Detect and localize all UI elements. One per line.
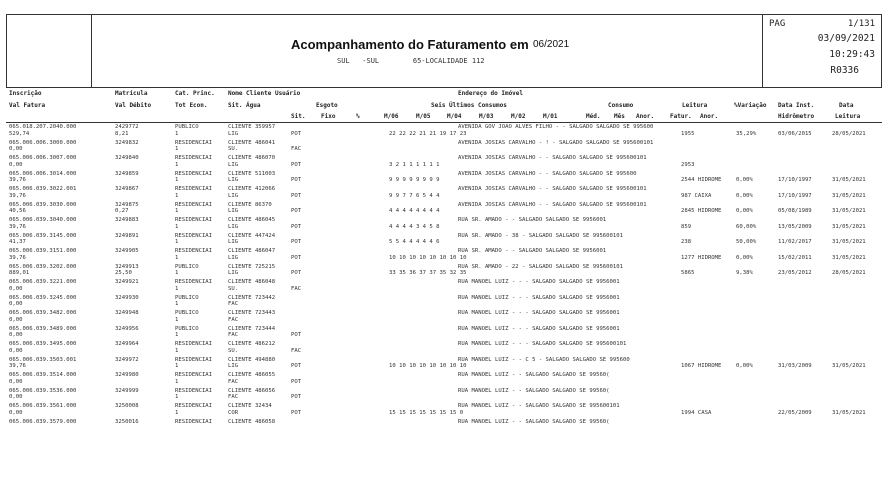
cell-cat: RESIDENCIAI <box>175 232 213 239</box>
col-tot-econ: Tot Econ. <box>175 102 208 109</box>
cell-end: RUA MANOEL LUIZ - - C 5 - SALGADO SALGADO SE 995600 <box>458 356 630 363</box>
cell-leit: 238 <box>681 239 692 245</box>
cell-cat: RESIDENCIAI <box>175 186 213 192</box>
cell-agua: FAC <box>228 316 239 323</box>
cell-cat: RESIDENCIAI <box>175 139 213 146</box>
cell-dleit: 31/05/2021 <box>832 254 866 261</box>
table-row <box>6 201 882 217</box>
col-leitura2: Leitura <box>835 113 861 120</box>
cell-nome: CLIENTE 494880 <box>228 356 276 363</box>
cell-fat: 41,37 <box>9 239 26 245</box>
cell-fat: 40,56 <box>9 208 26 214</box>
cell-esg: POT <box>291 161 302 168</box>
cell-end: RUA SR. AMADO - 22 - SALGADO SALGADO SE 995600101 <box>458 263 624 270</box>
cell-dinst: 31/03/2009 <box>778 363 812 369</box>
cell-insc: 065.006.039.3495.000 <box>9 341 77 347</box>
cell-fat: 0,00 <box>9 285 23 292</box>
cell-insc: 065.006.039.3245.000 <box>9 294 77 301</box>
table-row <box>6 216 882 232</box>
cell-cat: RESIDENCIAI <box>175 201 213 208</box>
cell-esg: POT <box>291 394 302 400</box>
cell-mat: 3249875 <box>115 201 139 208</box>
cell-cat: RESIDENCIAI <box>175 155 213 161</box>
cell-agua: SU. <box>228 146 239 152</box>
cell-cat: RESIDENCIAI <box>175 356 213 363</box>
cell-leit: 1994 CASA <box>681 409 712 416</box>
cell-dleit: 31/05/2021 <box>832 239 866 245</box>
cell-nome: CLIENTE 486212 <box>228 341 276 347</box>
cell-mat: 3250016 <box>115 418 139 425</box>
cell-mat: 3249930 <box>115 294 139 301</box>
cell-econ: 1 <box>175 316 179 323</box>
report-code: R0336 <box>830 65 859 76</box>
cell-agua: LIG <box>228 208 239 214</box>
cell-esg: POT <box>291 378 302 385</box>
col-consumo: Consumo <box>608 102 634 109</box>
cell-mat: 3249891 <box>115 232 139 239</box>
col-fixo: Fixo <box>321 113 336 120</box>
report-date: 03/09/2021 <box>817 33 875 44</box>
cell-nome: CLIENTE 723444 <box>228 325 276 332</box>
cell-agua: LIG <box>228 270 239 276</box>
cell-nome: CLIENTE 511003 <box>228 170 276 177</box>
table-row <box>6 139 882 155</box>
cell-leit: 2953 <box>681 161 695 168</box>
cell-end: RUA MANOEL LUIZ - - SALGADO SALGADO SE 99560( <box>458 418 610 425</box>
cell-cat: RESIDENCIAI <box>175 341 213 347</box>
cell-cons: 4 4 4 4 4 4 4 4 <box>389 208 440 214</box>
col-data-inst: Data Inst. <box>778 102 815 109</box>
report-time: 10:29:43 <box>829 49 875 60</box>
cell-end: AVENIDA JOSIAS CARVALHO - - SALGADO SALGADO SE 995600 <box>458 170 637 177</box>
cell-nome: CLIENTE 359957 <box>228 124 276 130</box>
cell-agua: LIG <box>228 363 239 369</box>
cell-cons: 9 9 9 9 9 9 9 9 <box>389 177 440 183</box>
cell-leit: 987 CAIXA <box>681 192 712 199</box>
cell-nome: CLIENTE 486047 <box>228 248 276 254</box>
cell-leit: 1955 <box>681 130 695 137</box>
cell-econ: 1 <box>175 208 179 214</box>
cell-agua: FAC <box>228 332 239 338</box>
cell-mat: 3249948 <box>115 310 139 316</box>
cell-cons: 33 35 36 37 37 35 32 35 <box>389 270 467 276</box>
table-row <box>6 402 882 418</box>
cell-insc: 065.006.039.3579.000 <box>9 418 77 425</box>
cell-fat: 0,00 <box>9 316 23 323</box>
cell-esg: FAC <box>291 347 302 354</box>
cell-econ: 1 <box>175 223 179 230</box>
table-row <box>6 123 882 139</box>
report-title: Acompanhamento do Faturamento em <box>291 37 529 52</box>
col-mes: Mês <box>614 113 625 120</box>
cell-cat: PUBLICO <box>175 263 199 270</box>
cell-fat: 0,00 <box>9 409 23 416</box>
cell-insc: 065.018.207.2040.000 <box>9 124 77 130</box>
cell-end: AVENIDA JOSIAS CARVALHO - ! - SALGADO SALGADO SE 995600101 <box>458 139 654 146</box>
cell-end: RUA MANOEL LUIZ - - - SALGADO SALGADO SE 9956001 <box>458 325 620 332</box>
cell-agua: FAC <box>228 301 239 307</box>
cell-mat: 3249859 <box>115 170 139 177</box>
table-row <box>6 340 882 356</box>
cell-econ: 1 <box>175 177 179 183</box>
cell-nome: CLIENTE 32434 <box>228 403 272 409</box>
cell-cat: RESIDENCIAI <box>175 403 213 409</box>
col-val-debito: Val Débito <box>115 102 152 109</box>
col-val-fatura: Val Fatura <box>9 102 46 109</box>
cell-end: RUA MANOEL LUIZ - - SALGADO SALGADO SE 99560( <box>458 372 610 378</box>
cell-esg: POT <box>291 130 302 137</box>
cell-leit: 2544 HIDROME <box>681 177 722 183</box>
cell-dinst: 05/08/1989 <box>778 208 812 214</box>
cell-agua: LIG <box>228 161 239 168</box>
cell-fat: 529,74 <box>9 130 30 137</box>
cell-dinst: 22/05/2009 <box>778 409 812 416</box>
cell-fat: 0,00 <box>9 146 23 152</box>
cell-econ: 1 <box>175 363 179 369</box>
cell-fat: 0,00 <box>9 161 23 168</box>
cell-end: RUA SR. AMADO - - SALGADO SALGADO SE 9956001 <box>458 248 607 254</box>
cell-agua: LIG <box>228 239 239 245</box>
cell-cat: PUBLICO <box>175 325 199 332</box>
cell-cons: 15 15 15 15 15 15 15 0 <box>389 409 464 416</box>
cell-agua: LIG <box>228 177 239 183</box>
cell-insc: 065.006.039.3536.000 <box>9 387 77 394</box>
cell-fat: 0,00 <box>9 301 23 307</box>
cell-cat: RESIDENCIAI <box>175 217 213 223</box>
cell-fat: 0,00 <box>9 394 23 400</box>
cell-end: RUA SR. AMADO - 38 - SALGADO SALGADO SE 995600101 <box>458 232 624 239</box>
cell-mat: 2429772 <box>115 124 139 130</box>
cell-cat: PUBLICO <box>175 124 199 130</box>
table-row <box>6 294 882 310</box>
cell-end: RUA SR. AMADO - - SALGADO SALGADO SE 9956001 <box>458 217 607 223</box>
cell-agua: FAC <box>228 394 239 400</box>
cell-nome: CLIENTE 486056 <box>228 387 276 394</box>
cell-esg: POT <box>291 192 302 199</box>
cell-leit: 1067 HIDROME <box>681 363 722 369</box>
cell-dinst: 11/02/2017 <box>778 239 812 245</box>
cell-insc: 065.006.039.3489.000 <box>9 325 77 332</box>
cell-insc: 065.006.006.3014.000 <box>9 170 77 177</box>
cell-insc: 065.006.039.3040.000 <box>9 217 77 223</box>
cell-mat: 3249980 <box>115 372 139 378</box>
cell-cons: 5 5 4 4 4 4 4 6 <box>389 239 440 245</box>
cell-econ: 1 <box>175 239 179 245</box>
cell-cat: RESIDENCIAI <box>175 279 213 285</box>
cell-dinst: 17/10/1997 <box>778 177 812 183</box>
cell-cons: 4 4 4 4 3 4 5 8 <box>389 223 440 230</box>
cell-nome: CLIENTE 486058 <box>228 418 276 425</box>
col-anor: Anor. <box>636 113 655 120</box>
cell-agua: LIG <box>228 254 239 261</box>
cell-cat: RESIDENCIAI <box>175 372 213 378</box>
col-m05: M/05 <box>416 113 431 120</box>
cell-esg: POT <box>291 223 302 230</box>
cell-end: AVENIDA JOSIAS CARVALHO - - SALGADO SALGADO SE 995600101 <box>458 201 647 208</box>
table-row <box>6 278 882 294</box>
cell-econ: 1 <box>175 254 179 261</box>
col-matricula: Matrícula <box>115 90 148 97</box>
col-m01: M/01 <box>543 113 558 120</box>
cell-cat: PUBLICO <box>175 294 199 301</box>
cell-mat: 3249956 <box>115 325 139 332</box>
cell-cat: RESIDENCIAI <box>175 248 213 254</box>
cell-dinst: 15/02/2011 <box>778 254 812 261</box>
cell-nome: CLIENTE 486045 <box>228 217 276 223</box>
cell-var: 60,00% <box>736 223 757 230</box>
records-list <box>6 123 882 433</box>
cell-leit: 1277 HIDROME <box>681 254 722 261</box>
cell-esg: POT <box>291 177 302 183</box>
cell-deb: 25,50 <box>115 270 132 276</box>
table-row <box>6 356 882 372</box>
cell-mat: 3249883 <box>115 217 139 223</box>
report-subtitle: SUL -SUL 65-LOCALIDADE 112 <box>337 57 485 65</box>
col-nome-cliente: Nome Cliente Usuário <box>228 90 301 97</box>
cell-end: RUA MANOEL LUIZ - - - SALGADO SALGADO SE 9956001 <box>458 279 620 285</box>
cell-cons: 10 10 10 10 10 10 10 10 <box>389 363 467 369</box>
report-header <box>6 14 882 88</box>
cell-esg: POT <box>291 254 302 261</box>
cell-nome: CLIENTE 486041 <box>228 139 276 146</box>
col-sit: Sit. <box>291 113 306 120</box>
cell-end: RUA MANOEL LUIZ - - - SALGADO SALGADO SE 9956001 <box>458 310 620 316</box>
cell-mat: 3249964 <box>115 341 139 347</box>
cell-econ: 1 <box>175 332 179 338</box>
cell-agua: SU. <box>228 347 239 354</box>
table-row <box>6 309 882 325</box>
cell-mat: 3249832 <box>115 139 139 146</box>
table-row <box>6 387 882 403</box>
cell-dleit: 31/05/2021 <box>832 177 866 183</box>
cell-fat: 0,00 <box>9 378 23 385</box>
cell-var: 0,00% <box>736 208 753 214</box>
cell-leit: 859 <box>681 223 692 230</box>
cell-esg: FAC <box>291 285 302 292</box>
table-row <box>6 418 882 434</box>
cell-esg: POT <box>291 363 302 369</box>
cell-insc: 065.006.039.3202.000 <box>9 263 77 270</box>
cell-fat: 39,76 <box>9 192 26 199</box>
cell-agua: FAC <box>228 378 239 385</box>
cell-econ: 1 <box>175 130 179 137</box>
cell-econ: 1 <box>175 285 179 292</box>
cell-cons: 22 22 22 21 21 19 17 23 <box>389 130 467 137</box>
cell-insc: 065.006.039.3151.000 <box>9 248 77 254</box>
cell-fat: 39,76 <box>9 223 26 230</box>
cell-dleit: 31/05/2021 <box>832 208 866 214</box>
cell-end: RUA MANOEL LUIZ - - - SALGADO SALGADO SE 995600101 <box>458 341 627 347</box>
cell-econ: 1 <box>175 301 179 307</box>
cell-esg: POT <box>291 332 302 338</box>
cell-agua: COR <box>228 409 239 416</box>
cell-nome: CLIENTE 723443 <box>228 310 276 316</box>
col-m02: M/02 <box>511 113 526 120</box>
cell-esg: POT <box>291 208 302 214</box>
cell-econ: 1 <box>175 161 179 168</box>
cell-end: RUA MANOEL LUIZ - - SALGADO SALGADO SE 99560( <box>458 387 610 394</box>
page-label: PAG <box>769 19 786 29</box>
cell-esg: POT <box>291 270 302 276</box>
cell-dleit: 31/05/2021 <box>832 223 866 230</box>
cell-esg: FAC <box>291 146 302 152</box>
cell-var: 50,00% <box>736 239 757 245</box>
cell-end: AVENIDA JOSIAS CARVALHO - - SALGADO SALGADO SE 995600101 <box>458 155 647 161</box>
cell-var: 0,00% <box>736 192 753 199</box>
col-endereco: Endereço do Imóvel <box>458 90 524 97</box>
cell-cat: PUBLICO <box>175 310 199 316</box>
cell-esg: POT <box>291 409 302 416</box>
cell-mat: 3249999 <box>115 387 139 394</box>
cell-insc: 065.006.039.3482.000 <box>9 310 77 316</box>
cell-nome: CLIENTE 723442 <box>228 294 276 301</box>
cell-econ: 1 <box>175 192 179 199</box>
cell-mat: 3249867 <box>115 186 139 192</box>
col-hidrometro: Hidrômetro <box>778 113 815 120</box>
cell-end: RUA MANOEL LUIZ - - - SALGADO SALGADO SE 9956001 <box>458 294 620 301</box>
cell-nome: CLIENTE 486055 <box>228 372 276 378</box>
cell-insc: 065.006.039.3145.000 <box>9 232 77 239</box>
cell-mat: 3249913 <box>115 263 139 270</box>
col-inscricao: Inscrição <box>9 90 42 97</box>
cell-leit: 5865 <box>681 270 695 276</box>
cell-nome: CLIENTE 447424 <box>228 232 276 239</box>
cell-econ: 1 <box>175 146 179 152</box>
info-box <box>762 15 881 87</box>
cell-var: 0,00% <box>736 254 753 261</box>
cell-cons: 10 10 10 10 10 10 10 10 <box>389 254 467 261</box>
cell-cat: RESIDENCIAI <box>175 418 213 425</box>
report-period: 06/2021 <box>533 39 570 50</box>
table-row <box>6 371 882 387</box>
cell-agua: LIG <box>228 192 239 199</box>
cell-esg: POT <box>291 239 302 245</box>
cell-deb: 0,27 <box>115 208 129 214</box>
cell-insc: 065.006.006.3007.000 <box>9 155 77 161</box>
cell-econ: 1 <box>175 270 179 276</box>
cell-mat: 3250008 <box>115 403 139 409</box>
cell-end: AVENIDA GOV JOAO ALVES FILHO - - SALGADO SALGADO SE 995600 <box>458 124 654 130</box>
cell-econ: 1 <box>175 394 179 400</box>
report-sheet <box>6 14 882 433</box>
cell-nome: CLIENTE 486048 <box>228 279 276 285</box>
cell-fat: 39,76 <box>9 254 26 261</box>
cell-econ: 1 <box>175 378 179 385</box>
cell-leit: 2845 HIDROME <box>681 208 722 214</box>
page-number: 1/131 <box>847 19 875 29</box>
table-row <box>6 185 882 201</box>
cell-cat: RESIDENCIAI <box>175 387 213 394</box>
cell-dleit: 31/05/2021 <box>832 363 866 369</box>
cell-dleit: 28/05/2021 <box>832 130 866 137</box>
table-row <box>6 263 882 279</box>
cell-cons: 3 2 1 1 1 1 1 1 <box>389 161 440 168</box>
cell-deb: 8,21 <box>115 130 129 137</box>
cell-agua: LIG <box>228 223 239 230</box>
cell-dleit: 31/05/2021 <box>832 409 866 416</box>
cell-nome: CLIENTE 412066 <box>228 186 276 192</box>
col-m04: M/04 <box>447 113 462 120</box>
col-m03: M/03 <box>479 113 494 120</box>
cell-dleit: 31/05/2021 <box>832 192 866 199</box>
cell-dinst: 23/05/2012 <box>778 270 812 276</box>
cell-cons: 9 9 7 7 6 5 4 4 <box>389 192 440 199</box>
col-anor2: Anor. <box>700 113 719 120</box>
cell-insc: 065.006.039.3503.001 <box>9 356 77 363</box>
cell-dinst: 03/06/2015 <box>778 130 812 137</box>
cell-insc: 065.006.039.3221.000 <box>9 279 77 285</box>
cell-fat: 0,00 <box>9 347 23 354</box>
cell-fat: 39,76 <box>9 177 26 183</box>
cell-var: 0,00% <box>736 177 753 183</box>
col-variacao: %Variação <box>734 102 767 109</box>
cell-fat: 39,76 <box>9 363 26 369</box>
cell-nome: CLIENTE 86370 <box>228 201 272 208</box>
cell-insc: 065.006.039.3030.000 <box>9 201 77 208</box>
cell-end: AVENIDA JOSIAS CARVALHO - - SALGADO SALGADO SE 995600101 <box>458 186 647 192</box>
cell-mat: 3249840 <box>115 155 139 161</box>
cell-insc: 065.006.039.3022.001 <box>9 186 77 192</box>
col-fatur: Fatur. <box>670 113 692 120</box>
table-row <box>6 247 882 263</box>
cell-dleit: 28/05/2021 <box>832 270 866 276</box>
cell-mat: 3249905 <box>115 248 139 254</box>
cell-end: RUA MANOEL LUIZ - - SALGADO SALGADO SE 995600101 <box>458 403 620 409</box>
col-data: Data <box>839 102 854 109</box>
cell-var: 9,38% <box>736 270 753 276</box>
table-row <box>6 232 882 248</box>
col-leitura: Leitura <box>682 102 708 109</box>
cell-agua: SU. <box>228 285 239 292</box>
col-m06: M/06 <box>384 113 399 120</box>
cell-insc: 065.006.039.3561.000 <box>9 403 77 409</box>
col-esgoto: Esgoto <box>316 102 338 109</box>
cell-cat: RESIDENCIAI <box>175 170 213 177</box>
cell-fat: 889,01 <box>9 270 30 276</box>
table-row <box>6 154 882 170</box>
cell-nome: CLIENTE 486070 <box>228 155 276 161</box>
cell-nome: CLIENTE 725215 <box>228 263 276 270</box>
cell-fat: 0,00 <box>9 332 23 338</box>
cell-var: 35,29% <box>736 130 757 137</box>
col-med: Méd. <box>586 113 601 120</box>
cell-insc: 065.006.006.3000.000 <box>9 139 77 146</box>
cell-dinst: 13/05/2009 <box>778 223 812 230</box>
cell-agua: LIG <box>228 130 239 137</box>
col-pct: % <box>356 113 360 120</box>
cell-econ: 1 <box>175 409 179 416</box>
col-seis-ultimos: Seis Últimos Consumos <box>431 102 507 109</box>
cell-insc: 065.006.039.3514.000 <box>9 372 77 378</box>
table-row <box>6 325 882 341</box>
table-row <box>6 170 882 186</box>
cell-mat: 3249972 <box>115 356 139 363</box>
cell-var: 0,00% <box>736 363 753 369</box>
col-sit-agua: Sit. Água <box>228 102 261 109</box>
col-cat-princ: Cat. Princ. <box>175 90 215 97</box>
cell-mat: 3249921 <box>115 279 139 285</box>
column-headers <box>6 88 882 123</box>
cell-econ: 1 <box>175 347 179 354</box>
cell-dinst: 17/10/1997 <box>778 192 812 199</box>
logo-box <box>7 15 92 87</box>
